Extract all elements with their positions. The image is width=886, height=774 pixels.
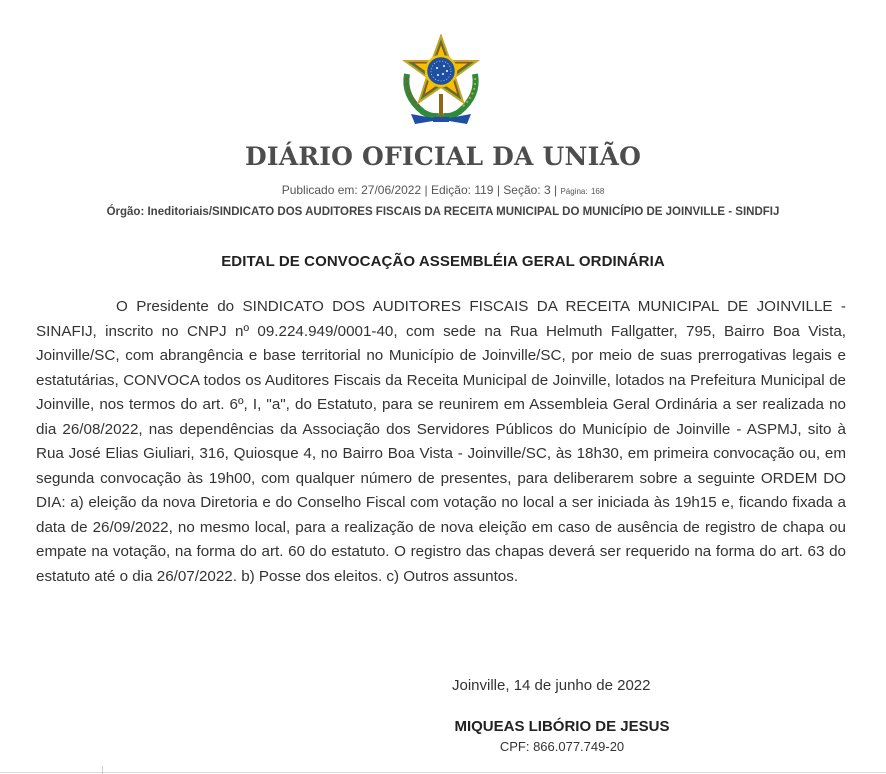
published-date: 27/06/2022 (361, 183, 422, 197)
footer-divider (0, 772, 886, 773)
edition-label: Edição: (430, 183, 471, 197)
place-date: Joinville, 14 de junho de 2022 (452, 677, 651, 694)
document-title: EDITAL DE CONVOCAÇÃO ASSEMBLÉIA GERAL ORDINÁRIA (221, 253, 665, 270)
footer-tick (102, 766, 103, 774)
edition-number: 119 (474, 183, 494, 197)
published-label: Publicado em: (281, 183, 358, 197)
signer-name: MIQUEAS LIBÓRIO DE JESUS (454, 718, 670, 735)
masthead-title: DIÁRIO OFICIAL DA UNIÃO (244, 142, 642, 171)
page-number: 168 (590, 187, 605, 196)
issuing-organ: Órgão: Ineditoriais/SINDICATO DOS AUDITORES FISCAIS DA RECEITA MUNICIPAL DO MUNICÍPIO DE JOINVILLE - SINDFIJ (106, 206, 780, 218)
publication-meta: Publicado em: 27/06/2022 | Edição: 119 | Seção: 3 | Página: 168 (281, 183, 605, 197)
section-number: 3 (543, 183, 551, 197)
document-body: O Presidente do SINDICATO DOS AUDITORES FISCAIS DA RECEITA MUNICIPAL DE JOINVILLE - SINAFIJ, inscrito no CNPJ nº 09.224.949/0001-40, com sede na Rua Helmuth Fallgatter, 795, Bairro Boa Vista, Joinville/SC, com abrangência e base territorial no Município de Joinville/SC, por meio de suas prerrogativas legais e estatutárias, CONVOCA todos os Auditores Fiscais da Receita Municipal de Joinville, lotados na Prefeitura Municipal de Joinville, nos termos do art. 6º, I, "a", do Estatuto, para se reunirem em Assembleia Geral Ordinária a ser realizada no dia 26/08/2022, nas dependências da Associação dos Servidores Públicos do Município de Joinville - ASPMJ, sito à Rua José Elias Giuliari, 316, Quiosque 4, no Bairro Boa Vista - Joinville/SC, às 18h30, em primeira convocação ou, em segunda convocação às 19h00, com qualquer número de presentes, para deliberarem sobre a seguinte ORDEM DO DIA: a) eleição da nova Diretoria e do Conselho Fiscal com votação no local a ser iniciada às 19h15 e, ficando fixada a data de 26/09/2022, no mesmo local, para a realização de nova eleição em caso de ausência de registro de chapa ou empate na votação, na forma do art. 60 do estatuto. O registro das chapas deverá ser requerido na forma do art. 63 do estatuto até o dia 26/07/2022. b) Posse dos eleitos. c) Outros assuntos. (36, 298, 846, 585)
brazil-coat-of-arms-icon (393, 34, 489, 126)
section-label: Seção: (503, 183, 541, 197)
page-label: Página: (560, 187, 588, 196)
signer-cpf: CPF: 866.077.749-20 (499, 739, 625, 754)
